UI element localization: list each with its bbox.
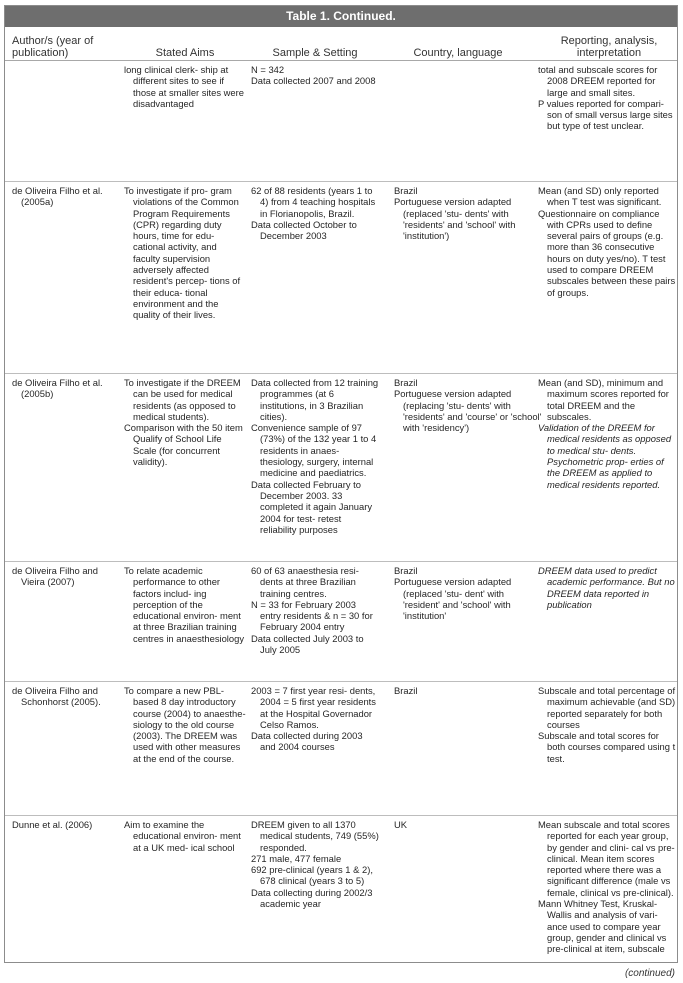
reporting-text: Validation of the DREEM for medical residents as opposed to medical stu- dents. Psychometric prop- erties of the DREEM as applied to medical residents reported. <box>538 422 672 490</box>
sample-cell <box>251 64 379 87</box>
reporting-text: Mean subscale and total scores reported for each year group, by gender and clini- cal vs pre-clinical. Mean item scores reported where there was a significant difference (male vs female, clinical vs pre-clinical). <box>538 819 675 898</box>
author-cell <box>12 685 116 708</box>
sample-text: N = 342 <box>251 64 285 75</box>
aims-cell <box>124 64 246 109</box>
country-text: Brazil <box>394 565 418 576</box>
country-text: Portuguese version adapted (replacing 'stu- dents' with 'residents' and 'course' or 'school' with 'residency') <box>394 388 542 434</box>
country-text: Brazil <box>394 377 418 388</box>
header-reporting: Reporting, analysis, interpretation <box>560 35 658 59</box>
sample-text: Data collected from 12 training programmes (at 6 institutions, in 3 Brazilian cities). <box>251 377 379 422</box>
continued-note: (continued) <box>624 968 675 979</box>
data-table <box>4 5 678 963</box>
author-text: de Oliveira Filho and Vieira (2007) <box>12 565 98 588</box>
sample-text: Data collected during 2003 and 2004 courses <box>251 730 363 753</box>
aims-cell <box>124 377 246 467</box>
author-text: de Oliveira Filho and Schonhorst (2005). <box>12 685 101 708</box>
table-row <box>5 61 677 182</box>
reporting-text: Mean (and SD) only reported when T test was significant. <box>538 185 662 208</box>
table-row <box>5 682 677 816</box>
table-caption: Table 1. Continued. <box>5 6 677 27</box>
country-text: Portuguese version adapted (replaced 'stu- dent' with 'resident' and 'school' with 'institution' <box>394 576 512 622</box>
sample-text: Data collected July 2003 to July 2005 <box>251 632 364 656</box>
table-row <box>5 816 677 963</box>
reporting-cell <box>538 565 676 610</box>
reporting-cell <box>538 377 676 490</box>
aims-text: To investigate if the DREEM can be used for medical residents (as opposed to medical students). <box>124 377 241 422</box>
sample-cell <box>251 565 379 655</box>
sample-text: 62 of 88 residents (years 1 to 4) from 4 teaching hospitals in Florianopolis, Brazil. <box>251 185 376 219</box>
reporting-cell <box>538 185 676 298</box>
country-cell <box>394 565 542 621</box>
sample-text: Convenience sample of 97 (73%) of the 132 year 1 to 4 residents in anaes- thesiology, surgery, internal medicine and paediatrics. <box>251 422 377 479</box>
reporting-cell <box>538 64 676 132</box>
sample-text: Data collected 2007 and 2008 <box>251 75 376 87</box>
reporting-text: Subscale and total percentage of maximum achievable (and SD) reported separately for both courses <box>538 685 676 730</box>
country-text: Brazil <box>394 685 418 696</box>
author-text: de Oliveira Filho et al. (2005a) <box>12 185 103 208</box>
header-country: Country, language <box>413 47 503 59</box>
author-cell <box>12 565 116 588</box>
author-text: de Oliveira Filho et al. (2005b) <box>12 377 103 400</box>
aims-text: To relate academic performance to other factors includ- ing perception of the educational environ- ment at three Brazilian training centres in anaesthesiology <box>124 565 245 644</box>
sample-text: N = 33 for February 2003 entry residents & n = 30 for February 2004 entry <box>251 598 373 633</box>
aims-cell <box>124 685 246 764</box>
reporting-cell <box>538 819 676 955</box>
country-text: Brazil <box>394 185 418 196</box>
sample-cell <box>251 377 379 535</box>
table-row <box>5 182 677 374</box>
country-cell <box>394 819 542 830</box>
sample-cell <box>251 185 379 241</box>
author-cell <box>12 185 116 208</box>
country-cell <box>394 685 542 696</box>
aims-text: To investigate if pro- gram violations of the Common Program Requirements (CPR) regarding duty hours, time for edu- cational activity, and faculty supervision adversely affected resident's percep- tions of their educa- tional environment and the quality of their lives. <box>124 185 241 321</box>
aims-cell <box>124 185 246 321</box>
aims-text: long clinical clerk- ship at different sites to see if those at smaller sites were disadvantaged <box>124 64 244 109</box>
sample-text: DREEM given to all 1370 medical students, 749 (55%) responded. <box>251 819 379 853</box>
header-author: Author/s (year of publication) <box>12 35 94 59</box>
table-row <box>5 374 677 562</box>
reporting-text: Mann Whitney Test, Kruskal- Wallis and analysis of vari- ance used to compare year group, gender and clinical vs pre-clinical at item, subscale <box>538 898 667 955</box>
reporting-text: Questionnaire on compliance with CPRs used to define several pairs of groups (e.g. more than 36 consecutive hours on duty yes/no). T test used to compare DREEM subscales between these pairs of groups. <box>538 207 676 298</box>
aims-cell <box>124 565 246 644</box>
table-body <box>5 61 677 963</box>
sample-cell <box>251 685 379 753</box>
aims-cell <box>124 819 246 853</box>
author-cell <box>12 819 116 830</box>
sample-text: 60 of 63 anaesthesia resi- dents at three Brazilian training centres. <box>251 565 359 599</box>
aims-text: Aim to examine the educational environ- ment at a UK med- ical school <box>124 819 241 853</box>
sample-cell <box>251 819 379 909</box>
sample-text: Data collected October to December 2003 <box>251 218 357 242</box>
reporting-text: DREEM data used to predict academic performance. But no DREEM data reported in publication <box>538 565 675 610</box>
aims-text: To compare a new PBL-based 8 day introductory course (2004) to anaesthe- siology to the old course (2003). The DREEM was used with other measures at the end of the course. <box>124 685 246 764</box>
sample-text: 271 male, 477 female <box>251 852 342 864</box>
table-header-row <box>5 27 677 61</box>
reporting-text: Subscale and total scores for both courses compared using t test. <box>538 730 676 764</box>
sample-text: 2003 = 7 first year resi- dents, 2004 = 5 first year residents at the Hospital Governador Celso Ramos. <box>251 685 376 730</box>
sample-text: Data collected February to December 2003. 33 completed it again January 2004 for test- retest reliability purposes <box>251 478 373 535</box>
reporting-text: total and subscale scores for 2008 DREEM reported for large and small sites. <box>538 64 658 98</box>
country-text: Portuguese version adapted (replaced 'stu- dents' with 'residents' and 'school' with 'institution') <box>394 196 516 242</box>
country-text: UK <box>394 819 408 830</box>
reporting-text: P values reported for compari- son of small versus large sites but type of test unclear. <box>538 97 673 132</box>
author-cell <box>12 377 116 400</box>
header-aims: Stated Aims <box>155 47 215 59</box>
sample-text: 692 pre-clinical (years 1 & 2), 678 clinical (years 3 to 5) <box>251 864 373 887</box>
aims-text: Comparison with the 50 item Qualify of School Life Scale (for concurrent validity). <box>124 422 243 468</box>
author-text: Dunne et al. (2006) <box>12 819 93 830</box>
country-cell <box>394 377 542 433</box>
table-row <box>5 562 677 682</box>
reporting-cell <box>538 685 676 764</box>
sample-text: Data collecting during 2002/3 academic year <box>251 886 373 910</box>
country-cell <box>394 185 542 241</box>
reporting-text: Mean (and SD), minimum and maximum scores reported for total DREEM and the subscales. <box>538 377 669 422</box>
header-sample: Sample & Setting <box>272 47 358 59</box>
